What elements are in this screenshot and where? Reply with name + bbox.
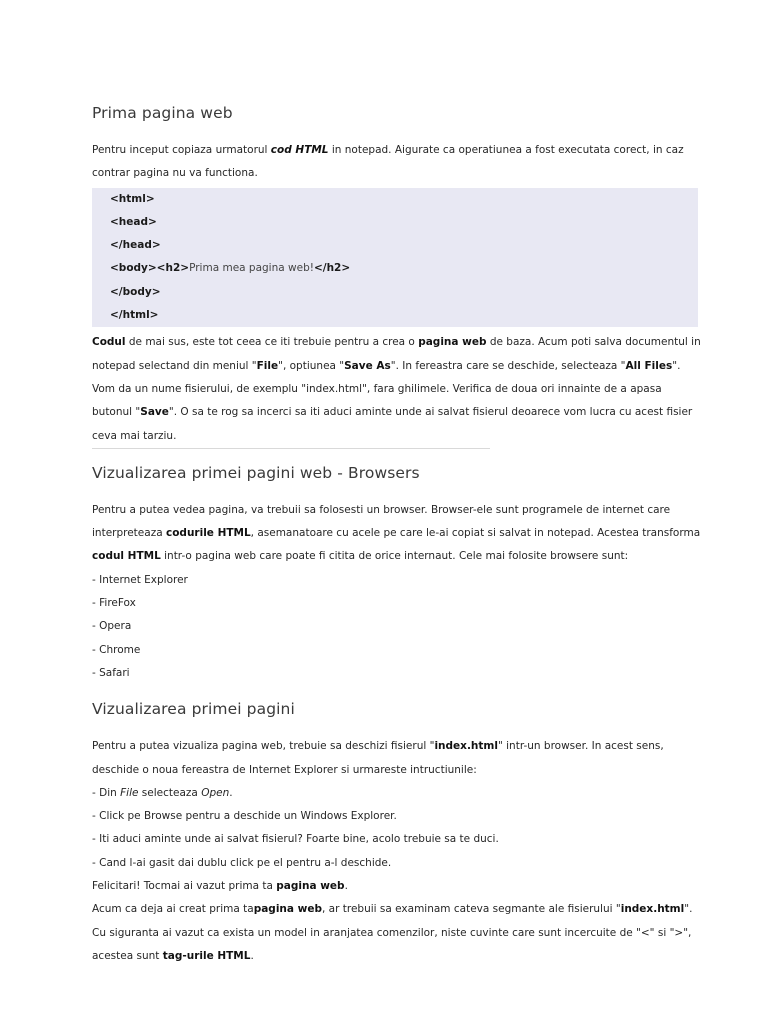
- step-2: - Click pe Browse pentru a deschide un Windows Explorer.: [92, 810, 397, 823]
- browser-item-chrome: - Chrome: [92, 643, 141, 656]
- open-file-paragraph: Pentru a putea vizualiza pagina web, trebuie sa deschizi fisierul "index.html" intr-un browser. In acest sens, deschide o noua fereastra de Internet Explorer si urmareste intructiunile:: [92, 740, 664, 776]
- congrats-line: Felicitari! Tocmai ai vazut prima ta pagina web.: [92, 880, 348, 893]
- step-1: - Din File selecteaza Open.: [92, 786, 233, 799]
- browser-item-firefox: - FireFox: [92, 597, 136, 610]
- section-divider: [92, 448, 490, 449]
- heading-prima-pagina-web: Prima pagina web: [92, 104, 233, 122]
- document-content: [92, 104, 702, 968]
- code-line-body-close: </body>: [110, 285, 161, 298]
- cod-html-emphasis: cod HTML: [270, 144, 329, 156]
- heading-vizualizarea-primei-pagini: Vizualizarea primei pagini: [92, 700, 295, 719]
- code-line-body: <body><h2>Prima mea pagina web!</h2>: [110, 262, 351, 275]
- browser-item-opera: - Opera: [92, 620, 132, 633]
- final-paragraph: Acum ca deja ai creat prima tapagina web, ar trebuii sa examinam cateva segmante ale fisierului "index.html". Cu siguranta ai vazut ca exista un model in aranjatea comenzilor, niste cuvinte care sunt incercuite de "<" si ">", acestea sunt tag-urile HTML.: [92, 903, 693, 962]
- step-4: - Cand l-ai gasit dai dublu click pe el pentru a-l deschide.: [92, 856, 392, 869]
- intro-paragraph: Pentru inceput copiaza urmatorul cod HTML in notepad. Aigurate ca operatiunea a fost executata corect, in caz contrar pagina nu va functiona.: [92, 144, 684, 180]
- browser-item-safari: - Safari: [92, 666, 130, 679]
- heading-vizualizarea-browsers: Vizualizarea primei pagini web - Browsers: [92, 463, 420, 482]
- code-block: [92, 188, 698, 328]
- explanation-paragraph: Codul de mai sus, este tot ceea ce iti trebuie pentru a crea o pagina web de baza. Acum poti salva documentul in notepad selectand din meniul "File", optiunea "Save As". In fereastra care se deschide, selecteaza "All Files". Vom da un nume fisierului, de exemplu "index.html", fara ghilimele. Verifica de doua ori innainte de a apasa butonul "Save". O sa te rog sa incerci sa iti aduci aminte unde ai salvat fisierul deoarece vom lucra cu acest fisier ceva mai tarziu.: [92, 336, 701, 442]
- code-line-head-open: <head>: [110, 215, 157, 228]
- browser-list: [92, 569, 702, 685]
- code-line-html-open: <html>: [110, 192, 155, 205]
- browsers-paragraph: Pentru a putea vedea pagina, va trebuii sa folosesti un browser. Browser-ele sunt programele de internet care interpreteaza codurile HTML, asemanatoare cu acele pe care le-ai copiat si salvat in notepad. Acestea transforma codul HTML intr-o pagina web care poate fi citita de orice internaut. Cele mai folosite browsere sunt:: [92, 503, 701, 563]
- step-3: - Iti aduci aminte unde ai salvat fisierul? Foarte bine, acolo trebuie sa te duci.: [92, 833, 499, 846]
- code-line-head-close: </head>: [110, 239, 161, 252]
- browser-item-internet-explorer: - Internet Explorer: [92, 573, 188, 586]
- code-line-html-close: </html>: [110, 309, 159, 322]
